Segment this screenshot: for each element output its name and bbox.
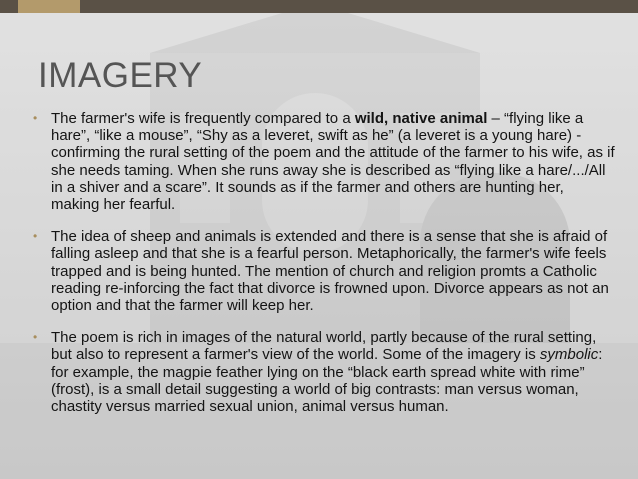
- text-segment: The idea of sheep and animals is extended and there is a sense that she is afraid of falling asleep and that she is a fearful person. Metaphorically, the farmer's wife feels trapped and is being hunted. The mention of church and religion promts a Catholic reading re-inforcing the fact that divorce is frowned upon. Divorce appears as not an option and that the farmer will keep her.: [51, 228, 609, 315]
- bullet-marker: •: [33, 229, 38, 244]
- text-segment: The poem is rich in images of the natural world, partly because of the rural setting, but also to represent a farmer's view of the world. Some of the imagery is: [51, 329, 597, 364]
- bullet-text: [51, 329, 616, 415]
- bullet-text: [51, 228, 616, 314]
- top-band: [0, 0, 638, 13]
- slide-title: IMAGERY: [38, 56, 203, 95]
- bullet-item: [30, 329, 616, 415]
- text-segment: The farmer's wife is frequently compared to a: [51, 110, 355, 127]
- bullet-item: [30, 110, 616, 213]
- emphasis-italic: symbolic: [539, 346, 599, 364]
- bullet-item: [30, 228, 616, 314]
- text-segment: : for example, the magpie feather lying on the “black earth spread white with rime” (frost), is a small detail suggesting a world of big contrasts: man versus woman, chastity versus married sexual union, animal versus human.: [51, 346, 603, 416]
- bullet-list: [30, 110, 616, 415]
- text-segment: – “flying like a hare”, “like a mouse”, “Shy as a leveret, swift as he” (a leveret is a young hare) - confirming the rural setting of the poem and the attitude of the farmer to his wife, as if she needs taming. When she runs away she is described as “flying like a hare/.../All in a shiver and a scare”. It sounds as if the farmer and others are hunting her, making her fearful.: [51, 110, 615, 214]
- bullet-marker: •: [33, 111, 38, 125]
- bullet-text: [51, 110, 616, 213]
- accent-bar: [18, 0, 80, 13]
- bullet-marker: •: [33, 330, 38, 345]
- emphasis-bold: wild, native animal: [354, 110, 488, 127]
